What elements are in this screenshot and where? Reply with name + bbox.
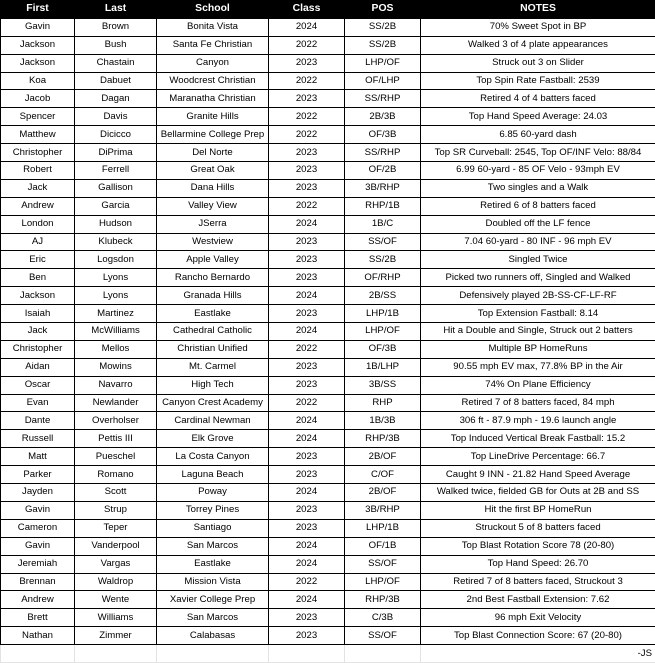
cell-pos: OF/3B	[345, 340, 421, 358]
footer-cell	[345, 645, 421, 663]
cell-notes: Walked 3 of 4 plate appearances	[421, 36, 655, 54]
cell-school: Bellarmine College Prep	[157, 126, 269, 144]
table-row	[1, 430, 655, 448]
footer-cell	[269, 645, 345, 663]
cell-notes: Top Spin Rate Fastball: 2539	[421, 72, 655, 90]
cell-last: Ferrell	[75, 162, 157, 180]
cell-pos: C/3B	[345, 609, 421, 627]
table-row	[1, 466, 655, 484]
cell-last: Newlander	[75, 394, 157, 412]
cell-first: Evan	[1, 394, 75, 412]
cell-class: 2022	[269, 72, 345, 90]
cell-class: 2022	[269, 126, 345, 144]
cell-school: Laguna Beach	[157, 466, 269, 484]
cell-class: 2022	[269, 36, 345, 54]
cell-notes: 6.85 60-yard dash	[421, 126, 655, 144]
cell-notes: 90.55 mph EV max, 77.8% BP in the Air	[421, 358, 655, 376]
cell-first: Andrew	[1, 591, 75, 609]
cell-first: Spencer	[1, 108, 75, 126]
table-row	[1, 412, 655, 430]
cell-pos: RHP/3B	[345, 430, 421, 448]
cell-pos: 1B/C	[345, 215, 421, 233]
cell-pos: RHP/1B	[345, 197, 421, 215]
cell-pos: RHP	[345, 394, 421, 412]
cell-school: Calabasas	[157, 627, 269, 645]
cell-class: 2024	[269, 484, 345, 502]
cell-first: Jayden	[1, 484, 75, 502]
cell-last: DiPrima	[75, 144, 157, 162]
table-row	[1, 340, 655, 358]
cell-notes: Picked two runners off, Singled and Walked	[421, 269, 655, 287]
table-row	[1, 448, 655, 466]
footer-cell	[1, 645, 75, 663]
header-pos: POS	[345, 1, 421, 19]
cell-notes: Top Blast Rotation Score 78 (20-80)	[421, 537, 655, 555]
cell-notes: 70% Sweet Spot in BP	[421, 18, 655, 36]
cell-first: Brett	[1, 609, 75, 627]
footer-cell	[157, 645, 269, 663]
table-row	[1, 305, 655, 323]
cell-school: Elk Grove	[157, 430, 269, 448]
cell-class: 2023	[269, 144, 345, 162]
cell-notes: 2nd Best Fastball Extension: 7.62	[421, 591, 655, 609]
cell-school: Canyon Crest Academy	[157, 394, 269, 412]
cell-last: Dicicco	[75, 126, 157, 144]
cell-class: 2022	[269, 197, 345, 215]
cell-last: Klubeck	[75, 233, 157, 251]
cell-class: 2023	[269, 501, 345, 519]
cell-pos: LHP/OF	[345, 573, 421, 591]
cell-pos: SS/OF	[345, 555, 421, 573]
footer-row	[1, 645, 655, 663]
cell-class: 2023	[269, 162, 345, 180]
cell-school: Poway	[157, 484, 269, 502]
header-notes: NOTES	[421, 1, 655, 19]
table-row	[1, 537, 655, 555]
cell-first: Dante	[1, 412, 75, 430]
cell-first: Jackson	[1, 36, 75, 54]
cell-school: Xavier College Prep	[157, 591, 269, 609]
cell-class: 2024	[269, 537, 345, 555]
table-row	[1, 54, 655, 72]
footer-cell	[75, 645, 157, 663]
cell-notes: Doubled off the LF fence	[421, 215, 655, 233]
cell-class: 2022	[269, 573, 345, 591]
cell-class: 2023	[269, 448, 345, 466]
cell-first: Jack	[1, 323, 75, 341]
table-row	[1, 108, 655, 126]
table-row	[1, 609, 655, 627]
cell-last: Dabuet	[75, 72, 157, 90]
cell-last: Navarro	[75, 376, 157, 394]
table-row	[1, 90, 655, 108]
cell-class: 2024	[269, 412, 345, 430]
cell-pos: 3B/RHP	[345, 501, 421, 519]
cell-school: Mission Vista	[157, 573, 269, 591]
cell-school: Cathedral Catholic	[157, 323, 269, 341]
cell-last: Vanderpool	[75, 537, 157, 555]
cell-class: 2024	[269, 555, 345, 573]
cell-school: Apple Valley	[157, 251, 269, 269]
cell-first: Andrew	[1, 197, 75, 215]
table-row	[1, 376, 655, 394]
table-row	[1, 627, 655, 645]
cell-class: 2023	[269, 305, 345, 323]
cell-first: Christopher	[1, 340, 75, 358]
table-row	[1, 251, 655, 269]
cell-pos: SS/2B	[345, 251, 421, 269]
cell-notes: Retired 6 of 8 batters faced	[421, 197, 655, 215]
cell-pos: LHP/1B	[345, 519, 421, 537]
cell-first: London	[1, 215, 75, 233]
cell-class: 2023	[269, 179, 345, 197]
header-row	[1, 1, 655, 19]
cell-class: 2023	[269, 90, 345, 108]
cell-pos: 2B/OF	[345, 448, 421, 466]
table-row	[1, 287, 655, 305]
cell-pos: SS/2B	[345, 18, 421, 36]
cell-class: 2023	[269, 233, 345, 251]
cell-school: Santa Fe Christian	[157, 36, 269, 54]
table-row	[1, 394, 655, 412]
cell-notes: 6.99 60-yard - 85 OF Velo - 93mph EV	[421, 162, 655, 180]
table-row	[1, 269, 655, 287]
cell-last: Williams	[75, 609, 157, 627]
cell-notes: Retired 7 of 8 batters faced, 84 mph	[421, 394, 655, 412]
cell-notes: 74% On Plane Efficiency	[421, 376, 655, 394]
cell-class: 2024	[269, 215, 345, 233]
cell-pos: OF/3B	[345, 126, 421, 144]
cell-pos: OF/RHP	[345, 269, 421, 287]
table-row	[1, 484, 655, 502]
cell-notes: Top LineDrive Percentage: 66.7	[421, 448, 655, 466]
cell-pos: LHP/1B	[345, 305, 421, 323]
cell-notes: Top Extension Fastball: 8.14	[421, 305, 655, 323]
table-row	[1, 519, 655, 537]
cell-class: 2024	[269, 430, 345, 448]
table-row	[1, 72, 655, 90]
cell-pos: SS/RHP	[345, 90, 421, 108]
cell-pos: OF/LHP	[345, 72, 421, 90]
cell-school: Granite Hills	[157, 108, 269, 126]
cell-pos: 1B/3B	[345, 412, 421, 430]
cell-first: Aidan	[1, 358, 75, 376]
table-row	[1, 36, 655, 54]
cell-class: 2023	[269, 54, 345, 72]
cell-first: Jeremiah	[1, 555, 75, 573]
table-footer	[1, 645, 655, 663]
cell-school: Woodcrest Christian	[157, 72, 269, 90]
table-row	[1, 162, 655, 180]
cell-pos: LHP/OF	[345, 54, 421, 72]
cell-class: 2022	[269, 108, 345, 126]
cell-pos: LHP/OF	[345, 323, 421, 341]
cell-last: Lyons	[75, 269, 157, 287]
cell-school: Christian Unified	[157, 340, 269, 358]
cell-notes: Top Blast Connection Score: 67 (20-80)	[421, 627, 655, 645]
cell-last: Scott	[75, 484, 157, 502]
cell-first: Matthew	[1, 126, 75, 144]
cell-notes: Two singles and a Walk	[421, 179, 655, 197]
cell-notes: 96 mph Exit Velocity	[421, 609, 655, 627]
cell-school: Granada Hills	[157, 287, 269, 305]
cell-last: Gallison	[75, 179, 157, 197]
cell-last: Wente	[75, 591, 157, 609]
cell-first: Gavin	[1, 537, 75, 555]
cell-notes: 7.04 60-yard - 80 INF - 96 mph EV	[421, 233, 655, 251]
cell-school: Great Oak	[157, 162, 269, 180]
cell-notes: Singled Twice	[421, 251, 655, 269]
table-row	[1, 591, 655, 609]
cell-last: Mellos	[75, 340, 157, 358]
cell-first: AJ	[1, 233, 75, 251]
cell-last: Brown	[75, 18, 157, 36]
cell-pos: C/OF	[345, 466, 421, 484]
cell-class: 2024	[269, 18, 345, 36]
cell-notes: Retired 7 of 8 batters faced, Struckout 3	[421, 573, 655, 591]
cell-last: Lyons	[75, 287, 157, 305]
cell-first: Robert	[1, 162, 75, 180]
cell-school: Eastlake	[157, 305, 269, 323]
cell-last: Overholser	[75, 412, 157, 430]
table-row	[1, 215, 655, 233]
cell-class: 2023	[269, 358, 345, 376]
cell-class: 2023	[269, 519, 345, 537]
cell-class: 2023	[269, 376, 345, 394]
cell-first: Parker	[1, 466, 75, 484]
cell-first: Russell	[1, 430, 75, 448]
cell-last: Garcia	[75, 197, 157, 215]
cell-last: Logsdon	[75, 251, 157, 269]
cell-school: Maranatha Christian	[157, 90, 269, 108]
cell-notes: Multiple BP HomeRuns	[421, 340, 655, 358]
cell-class: 2023	[269, 627, 345, 645]
cell-first: Jackson	[1, 54, 75, 72]
cell-school: Rancho Bernardo	[157, 269, 269, 287]
cell-pos: 2B/OF	[345, 484, 421, 502]
cell-last: Dagan	[75, 90, 157, 108]
cell-last: Strup	[75, 501, 157, 519]
cell-class: 2023	[269, 609, 345, 627]
cell-notes: Top Induced Vertical Break Fastball: 15.2	[421, 430, 655, 448]
table-row	[1, 233, 655, 251]
header-last: Last	[75, 1, 157, 19]
table-row	[1, 501, 655, 519]
cell-school: Mt. Carmel	[157, 358, 269, 376]
cell-school: Cardinal Newman	[157, 412, 269, 430]
cell-first: Christopher	[1, 144, 75, 162]
cell-pos: 2B/SS	[345, 287, 421, 305]
cell-school: La Costa Canyon	[157, 448, 269, 466]
table-row	[1, 18, 655, 36]
cell-notes: Defensively played 2B-SS-CF-LF-RF	[421, 287, 655, 305]
cell-class: 2024	[269, 287, 345, 305]
table-row	[1, 358, 655, 376]
cell-pos: SS/RHP	[345, 144, 421, 162]
cell-pos: SS/OF	[345, 233, 421, 251]
cell-notes: Walked twice, fielded GB for Outs at 2B and SS	[421, 484, 655, 502]
cell-last: Romano	[75, 466, 157, 484]
cell-notes: 306 ft - 87.9 mph - 19.6 launch angle	[421, 412, 655, 430]
cell-first: Matt	[1, 448, 75, 466]
cell-last: Vargas	[75, 555, 157, 573]
cell-class: 2024	[269, 591, 345, 609]
cell-notes: Retired 4 of 4 batters faced	[421, 90, 655, 108]
table-row	[1, 197, 655, 215]
cell-school: Westview	[157, 233, 269, 251]
cell-notes: Top Hand Speed: 26.70	[421, 555, 655, 573]
cell-last: Teper	[75, 519, 157, 537]
cell-last: Hudson	[75, 215, 157, 233]
cell-notes: Top SR Curveball: 2545, Top OF/INF Velo: 88/84	[421, 144, 655, 162]
cell-school: San Marcos	[157, 537, 269, 555]
cell-pos: 1B/LHP	[345, 358, 421, 376]
cell-school: Canyon	[157, 54, 269, 72]
cell-class: 2023	[269, 466, 345, 484]
cell-pos: 2B/3B	[345, 108, 421, 126]
cell-school: Santiago	[157, 519, 269, 537]
cell-first: Brennan	[1, 573, 75, 591]
signature: -JS	[421, 645, 655, 663]
table-row	[1, 179, 655, 197]
cell-last: Pueschel	[75, 448, 157, 466]
table-row	[1, 126, 655, 144]
table-body	[1, 18, 655, 644]
cell-first: Ben	[1, 269, 75, 287]
cell-pos: SS/2B	[345, 36, 421, 54]
table-row	[1, 573, 655, 591]
cell-first: Oscar	[1, 376, 75, 394]
cell-pos: 3B/RHP	[345, 179, 421, 197]
cell-notes: Struckout 5 of 8 batters faced	[421, 519, 655, 537]
cell-last: Mowins	[75, 358, 157, 376]
cell-school: San Marcos	[157, 609, 269, 627]
table-row	[1, 144, 655, 162]
cell-last: Davis	[75, 108, 157, 126]
cell-school: Valley View	[157, 197, 269, 215]
cell-last: Waldrop	[75, 573, 157, 591]
header-school: School	[157, 1, 269, 19]
cell-pos: 3B/SS	[345, 376, 421, 394]
cell-class: 2023	[269, 251, 345, 269]
cell-notes: Hit a Double and Single, Struck out 2 batters	[421, 323, 655, 341]
cell-last: McWilliams	[75, 323, 157, 341]
cell-first: Cameron	[1, 519, 75, 537]
cell-class: 2022	[269, 394, 345, 412]
cell-first: Jackson	[1, 287, 75, 305]
cell-first: Gavin	[1, 18, 75, 36]
cell-school: Torrey Pines	[157, 501, 269, 519]
cell-first: Nathan	[1, 627, 75, 645]
cell-school: Eastlake	[157, 555, 269, 573]
cell-first: Isaiah	[1, 305, 75, 323]
cell-last: Martinez	[75, 305, 157, 323]
cell-pos: OF/2B	[345, 162, 421, 180]
cell-last: Pettis III	[75, 430, 157, 448]
cell-last: Chastain	[75, 54, 157, 72]
cell-first: Gavin	[1, 501, 75, 519]
cell-class: 2023	[269, 269, 345, 287]
cell-first: Jack	[1, 179, 75, 197]
cell-pos: RHP/3B	[345, 591, 421, 609]
cell-last: Bush	[75, 36, 157, 54]
cell-notes: Top Hand Speed Average: 24.03	[421, 108, 655, 126]
header-first: First	[1, 1, 75, 19]
cell-pos: SS/OF	[345, 627, 421, 645]
cell-school: High Tech	[157, 376, 269, 394]
table-row	[1, 555, 655, 573]
table-header	[1, 1, 655, 19]
cell-first: Jacob	[1, 90, 75, 108]
cell-last: Zimmer	[75, 627, 157, 645]
cell-pos: OF/1B	[345, 537, 421, 555]
cell-school: JSerra	[157, 215, 269, 233]
header-class: Class	[269, 1, 345, 19]
cell-first: Eric	[1, 251, 75, 269]
cell-notes: Struck out 3 on Slider	[421, 54, 655, 72]
cell-school: Del Norte	[157, 144, 269, 162]
cell-notes: Hit the first BP HomeRun	[421, 501, 655, 519]
cell-class: 2024	[269, 323, 345, 341]
cell-class: 2022	[269, 340, 345, 358]
cell-notes: Caught 9 INN - 21.82 Hand Speed Average	[421, 466, 655, 484]
cell-first: Koa	[1, 72, 75, 90]
table-row	[1, 323, 655, 341]
cell-school: Dana Hills	[157, 179, 269, 197]
cell-school: Bonita Vista	[157, 18, 269, 36]
